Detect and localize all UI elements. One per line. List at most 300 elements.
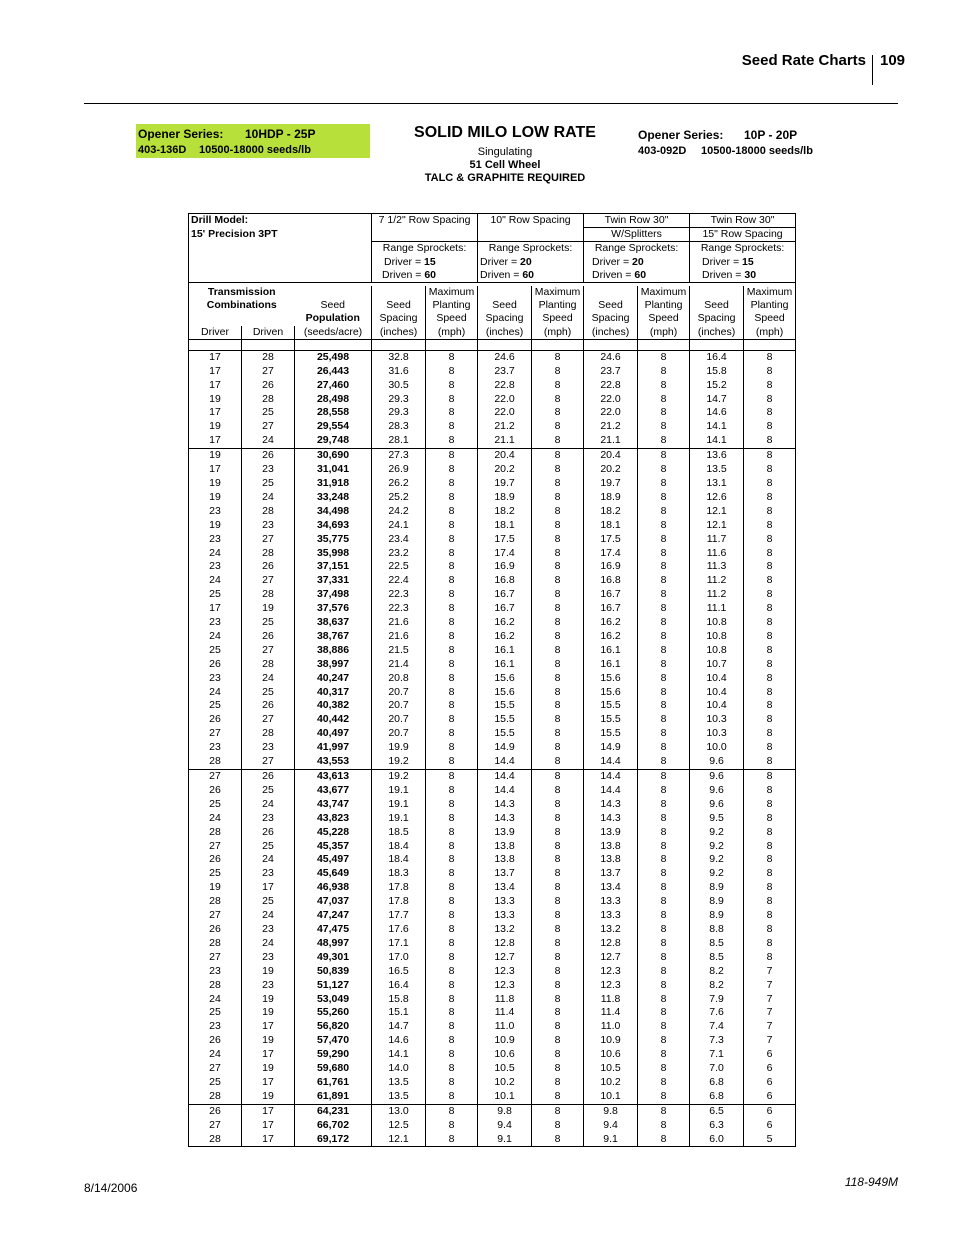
table-cell: 17.4 [478, 547, 532, 561]
table-cell: 8 [532, 686, 584, 700]
table-cell: 23 [189, 533, 242, 547]
table-cell: 33,248 [295, 491, 372, 505]
table-cell: 8 [532, 853, 584, 867]
table-cell: 22.8 [478, 379, 532, 393]
table-cell: 8 [638, 1090, 690, 1104]
table-cell: 59,680 [295, 1062, 372, 1076]
table-cell: 11.2 [690, 588, 744, 602]
speed-head: Planting [426, 299, 478, 312]
table-row [189, 1119, 796, 1133]
table-cell: 8.9 [690, 895, 744, 909]
table-cell: 8 [532, 406, 584, 420]
opener-series-label: Opener Series: [138, 127, 224, 141]
footer-date: 8/14/2006 [84, 1181, 138, 1195]
table-cell: 18.1 [584, 519, 638, 533]
table-cell: 16.1 [478, 658, 532, 672]
table-row [189, 741, 796, 755]
table-cell: 8 [532, 672, 584, 686]
table-cell: 8 [426, 1076, 478, 1090]
table-cell: 8 [638, 616, 690, 630]
table-cell: 10.1 [478, 1090, 532, 1104]
table-cell: 8 [638, 1062, 690, 1076]
table-cell: 23 [242, 463, 295, 477]
table-cell: 10.5 [478, 1062, 532, 1076]
table-cell: 8 [744, 588, 796, 602]
table-cell: 9.2 [690, 840, 744, 854]
table-cell: 8 [744, 784, 796, 798]
table-cell: 17.1 [372, 937, 426, 951]
table-cell: 14.3 [584, 798, 638, 812]
table-cell: 25 [242, 406, 295, 420]
section-title: Seed Rate Charts [741, 52, 866, 69]
table-cell: 18.4 [372, 853, 426, 867]
table-cell: 16.2 [478, 630, 532, 644]
table-cell: 18.2 [478, 505, 532, 519]
table-cell: 10.4 [690, 672, 744, 686]
spacing-2-range: Range Sprockets: [478, 242, 584, 256]
table-cell: 26 [189, 1034, 242, 1048]
table-cell: 8 [426, 798, 478, 812]
table-cell: 13.1 [690, 477, 744, 491]
table-cell: 8 [532, 519, 584, 533]
table-cell: 8 [744, 741, 796, 755]
table-cell: 24.1 [372, 519, 426, 533]
table-row [189, 406, 796, 420]
table-cell: 37,498 [295, 588, 372, 602]
table-cell: 13.2 [478, 923, 532, 937]
table-cell: 12.1 [690, 505, 744, 519]
table-cell: 16.7 [584, 602, 638, 616]
table-cell: 23 [189, 672, 242, 686]
table-cell: 8 [532, 1034, 584, 1048]
table-row [189, 644, 796, 658]
spacing-4-sub: 15" Row Spacing [690, 228, 796, 242]
table-cell: 8 [532, 365, 584, 379]
table-cell: 8 [426, 853, 478, 867]
table-cell: 14.4 [584, 755, 638, 769]
table-cell: 8 [638, 909, 690, 923]
table-cell: 17 [242, 881, 295, 895]
table-cell: 21.1 [478, 434, 532, 448]
table-cell: 12.1 [372, 1133, 426, 1147]
table-cell: 57,470 [295, 1034, 372, 1048]
table-cell: 47,037 [295, 895, 372, 909]
table-cell: 25 [242, 477, 295, 491]
table-cell: 8 [638, 853, 690, 867]
table-cell: 8 [638, 686, 690, 700]
table-cell: 8 [744, 434, 796, 448]
table-cell: 15.5 [584, 727, 638, 741]
units-head: (seeds/acre) [295, 326, 372, 340]
table-cell: 8 [744, 812, 796, 826]
table-cell: 23 [242, 923, 295, 937]
table-cell: 19 [242, 993, 295, 1007]
table-cell: 8 [638, 602, 690, 616]
table-cell: 7.1 [690, 1048, 744, 1062]
table-cell: 7.0 [690, 1062, 744, 1076]
speed-head: Speed [532, 312, 584, 325]
table-cell: 28 [242, 547, 295, 561]
table-row [189, 798, 796, 812]
table-cell: 29,748 [295, 434, 372, 448]
table-row [189, 1034, 796, 1048]
table-cell: 40,442 [295, 713, 372, 727]
table-cell: 15.5 [478, 699, 532, 713]
table-cell: 8 [638, 895, 690, 909]
table-cell: 24 [242, 434, 295, 448]
table-row [189, 505, 796, 519]
table-cell: 8 [426, 699, 478, 713]
table-cell: 17 [242, 1020, 295, 1034]
table-cell: 8 [744, 393, 796, 407]
table-cell: 29.3 [372, 406, 426, 420]
chart-title: SOLID MILO LOW RATE [414, 124, 596, 141]
table-cell: 10.5 [584, 1062, 638, 1076]
table-cell: 43,823 [295, 812, 372, 826]
table-cell: 59,290 [295, 1048, 372, 1062]
table-cell: 27 [189, 1119, 242, 1133]
table-cell: 8 [532, 993, 584, 1007]
table-cell: 8 [532, 463, 584, 477]
table-row [189, 533, 796, 547]
table-row [189, 1006, 796, 1020]
table-cell: 8 [426, 434, 478, 448]
table-cell: 8 [532, 867, 584, 881]
table-cell: 17 [189, 406, 242, 420]
table-cell: 17.6 [372, 923, 426, 937]
table-cell: 17.4 [584, 547, 638, 561]
population-head: Population [295, 312, 372, 325]
table-row [189, 853, 796, 867]
table-cell: 20.8 [372, 672, 426, 686]
table-cell: 8 [744, 491, 796, 505]
table-cell: 26 [242, 449, 295, 463]
table-cell: 8 [638, 449, 690, 463]
table-cell: 22.0 [478, 406, 532, 420]
table-cell: 13.5 [372, 1090, 426, 1104]
table-cell: 61,891 [295, 1090, 372, 1104]
table-cell: 18.3 [372, 867, 426, 881]
table-cell: 38,997 [295, 658, 372, 672]
spacing-1-range: Range Sprockets: [372, 242, 478, 256]
speed-head: Maximum [744, 286, 796, 299]
table-cell: 8 [532, 379, 584, 393]
table-row [189, 1090, 796, 1104]
table-cell: 8 [426, 658, 478, 672]
table-cell: 19 [189, 881, 242, 895]
table-cell: 32.8 [372, 350, 426, 364]
table-cell: 16.2 [478, 616, 532, 630]
table-cell: 8 [532, 699, 584, 713]
table-cell: 28 [189, 1090, 242, 1104]
spacing-1-sub [372, 228, 478, 242]
seed-rate-rows [189, 350, 796, 1147]
table-cell: 40,382 [295, 699, 372, 713]
table-cell: 22.0 [584, 393, 638, 407]
table-cell: 10.9 [478, 1034, 532, 1048]
table-cell: 20.7 [372, 727, 426, 741]
table-cell: 24 [189, 574, 242, 588]
table-cell: 12.6 [690, 491, 744, 505]
table-cell: 14.6 [690, 406, 744, 420]
table-cell: 8 [744, 560, 796, 574]
table-cell: 31,918 [295, 477, 372, 491]
table-cell: 17.8 [372, 895, 426, 909]
speed-head: Planting [638, 299, 690, 312]
table-cell: 47,247 [295, 909, 372, 923]
table-cell: 11.4 [478, 1006, 532, 1020]
table-cell: 27 [189, 727, 242, 741]
table-cell: 7.6 [690, 1006, 744, 1020]
table-cell: 13.5 [690, 463, 744, 477]
table-cell: 11.1 [690, 602, 744, 616]
table-cell: 14.6 [372, 1034, 426, 1048]
table-cell: 8 [638, 588, 690, 602]
table-cell: 19 [242, 1006, 295, 1020]
table-cell: 17 [242, 1104, 295, 1118]
table-cell: 12.7 [478, 951, 532, 965]
table-cell: 9.2 [690, 853, 744, 867]
table-cell: 16.9 [478, 560, 532, 574]
table-cell: 8 [744, 798, 796, 812]
table-cell: 7 [744, 965, 796, 979]
table-cell: 8 [638, 923, 690, 937]
table-cell: 10.8 [690, 644, 744, 658]
table-row [189, 672, 796, 686]
table-cell: 8 [532, 1020, 584, 1034]
table-cell: 8 [638, 434, 690, 448]
table-cell: 7.3 [690, 1034, 744, 1048]
table-row [189, 588, 796, 602]
table-cell: 25 [189, 867, 242, 881]
table-row [189, 420, 796, 434]
table-cell: 16.5 [372, 965, 426, 979]
table-cell: 15.6 [478, 686, 532, 700]
table-cell: 8 [744, 519, 796, 533]
table-cell: 19.2 [372, 755, 426, 769]
table-cell: 6.5 [690, 1104, 744, 1118]
table-row [189, 379, 796, 393]
table-cell: 10.0 [690, 741, 744, 755]
table-cell: 21.4 [372, 658, 426, 672]
table-cell: 26 [242, 699, 295, 713]
table-cell: 8.8 [690, 923, 744, 937]
table-cell: 24 [242, 853, 295, 867]
table-cell: 8 [744, 867, 796, 881]
table-cell: 28,498 [295, 393, 372, 407]
table-row [189, 686, 796, 700]
table-cell: 22.0 [478, 393, 532, 407]
table-cell: 8 [638, 463, 690, 477]
table-cell: 17.5 [478, 533, 532, 547]
table-cell: 8 [532, 979, 584, 993]
spacing-head: (inches) [690, 326, 744, 340]
table-cell: 8 [532, 602, 584, 616]
spacing-head: Spacing [372, 312, 426, 325]
table-cell: 8 [638, 713, 690, 727]
table-cell: 13.9 [478, 826, 532, 840]
table-cell: 14.3 [478, 798, 532, 812]
table-cell: 25 [242, 616, 295, 630]
table-cell: 15.5 [478, 727, 532, 741]
table-cell: 8 [532, 895, 584, 909]
table-cell: 27 [189, 1062, 242, 1076]
table-cell: 24.2 [372, 505, 426, 519]
chart-note: TALC & GRAPHITE REQUIRED [424, 172, 586, 184]
table-cell: 28.1 [372, 434, 426, 448]
table-cell: 11.8 [478, 993, 532, 1007]
table-cell: 16.1 [584, 658, 638, 672]
table-cell: 19.7 [584, 477, 638, 491]
table-cell: 16.8 [478, 574, 532, 588]
table-cell: 19 [189, 519, 242, 533]
spacing-2-title: 10" Row Spacing [478, 214, 584, 228]
table-cell: 64,231 [295, 1104, 372, 1118]
table-cell: 8.5 [690, 937, 744, 951]
table-cell: 8 [638, 770, 690, 784]
spacing-1-driver: Driver = 15 [372, 256, 478, 269]
table-cell: 15.8 [372, 993, 426, 1007]
table-cell: 26.9 [372, 463, 426, 477]
table-cell: 28 [189, 937, 242, 951]
table-cell: 6.8 [690, 1076, 744, 1090]
driver-head: Driver [189, 326, 242, 340]
table-cell: 21.6 [372, 616, 426, 630]
table-cell: 8 [638, 840, 690, 854]
table-cell: 14.9 [478, 741, 532, 755]
table-cell: 28.3 [372, 420, 426, 434]
table-cell: 25.2 [372, 491, 426, 505]
table-cell: 8 [744, 420, 796, 434]
table-cell: 6.0 [690, 1133, 744, 1147]
table-cell: 24 [242, 672, 295, 686]
table-cell: 15.6 [584, 686, 638, 700]
table-cell: 8 [638, 784, 690, 798]
table-cell: 9.6 [690, 784, 744, 798]
table-cell: 14.0 [372, 1062, 426, 1076]
table-cell: 22.3 [372, 602, 426, 616]
table-cell: 8 [532, 1119, 584, 1133]
page-number: 109 [880, 52, 906, 69]
table-cell: 17 [242, 1076, 295, 1090]
table-cell: 17 [242, 1133, 295, 1147]
table-cell: 26 [189, 784, 242, 798]
table-row [189, 393, 796, 407]
table-cell: 13.0 [372, 1104, 426, 1118]
table-cell: 19.2 [372, 770, 426, 784]
table-cell: 19 [242, 1062, 295, 1076]
table-cell: 12.1 [690, 519, 744, 533]
table-cell: 8 [532, 574, 584, 588]
table-cell: 6.8 [690, 1090, 744, 1104]
table-cell: 28 [189, 1133, 242, 1147]
table-cell: 26 [189, 713, 242, 727]
table-cell: 16.2 [584, 630, 638, 644]
table-cell: 8 [744, 602, 796, 616]
table-cell: 14.4 [584, 784, 638, 798]
table-cell: 8 [426, 477, 478, 491]
opener-part-number: 403-136D [138, 144, 187, 156]
opener-series-left [136, 124, 370, 158]
spacing-3-range: Range Sprockets: [584, 242, 690, 256]
table-cell: 28 [189, 895, 242, 909]
table-cell: 8 [638, 519, 690, 533]
table-cell: 8 [532, 1090, 584, 1104]
table-cell: 8 [426, 1034, 478, 1048]
table-cell: 30,690 [295, 449, 372, 463]
table-cell: 27 [189, 840, 242, 854]
table-cell: 55,260 [295, 1006, 372, 1020]
spacing-4-range: Range Sprockets: [690, 242, 796, 256]
transmission-heading: Transmission [189, 286, 295, 299]
table-cell: 18.4 [372, 840, 426, 854]
table-cell: 24 [189, 1048, 242, 1062]
table-cell: 19 [189, 420, 242, 434]
table-cell: 23 [189, 505, 242, 519]
table-cell: 8 [532, 965, 584, 979]
table-cell: 8 [426, 449, 478, 463]
table-cell: 8 [426, 420, 478, 434]
table-cell: 23.4 [372, 533, 426, 547]
table-cell: 19 [189, 449, 242, 463]
table-cell: 66,702 [295, 1119, 372, 1133]
table-row [189, 547, 796, 561]
table-cell: 12.7 [584, 951, 638, 965]
table-cell: 8 [532, 1006, 584, 1020]
table-cell: 47,475 [295, 923, 372, 937]
table-cell: 8 [744, 547, 796, 561]
table-cell: 11.2 [690, 574, 744, 588]
table-cell: 37,151 [295, 560, 372, 574]
table-cell: 16.4 [372, 979, 426, 993]
table-cell: 10.9 [584, 1034, 638, 1048]
table-cell: 8 [532, 449, 584, 463]
opener-seed-rate: 10500-18000 seeds/lb [199, 144, 311, 156]
table-cell: 8.9 [690, 881, 744, 895]
table-cell: 8 [638, 727, 690, 741]
table-cell: 8 [532, 727, 584, 741]
table-cell: 8 [426, 533, 478, 547]
spacing-head: Seed [478, 299, 532, 312]
table-cell: 8 [532, 1076, 584, 1090]
table-row [189, 965, 796, 979]
table-cell: 8 [426, 574, 478, 588]
table-cell: 9.1 [584, 1133, 638, 1147]
spacing-head: (inches) [584, 326, 638, 340]
table-cell: 41,997 [295, 741, 372, 755]
opener-series-right [638, 126, 818, 160]
table-cell: 24 [242, 909, 295, 923]
drill-model-label: Drill Model: [189, 214, 372, 228]
table-cell: 8 [744, 350, 796, 364]
table-cell: 13.5 [372, 1076, 426, 1090]
table-cell: 24 [189, 686, 242, 700]
table-cell: 27 [242, 420, 295, 434]
spacing-head: Spacing [690, 312, 744, 325]
table-cell: 19 [242, 1034, 295, 1048]
table-cell: 8 [638, 393, 690, 407]
table-cell: 17 [242, 1048, 295, 1062]
table-cell: 22.8 [584, 379, 638, 393]
table-cell: 26 [242, 770, 295, 784]
table-row [189, 630, 796, 644]
table-cell: 8 [638, 672, 690, 686]
table-cell: 37,576 [295, 602, 372, 616]
table-cell: 16.9 [584, 560, 638, 574]
table-cell: 8 [638, 699, 690, 713]
table-cell: 61,761 [295, 1076, 372, 1090]
table-cell: 8 [638, 477, 690, 491]
